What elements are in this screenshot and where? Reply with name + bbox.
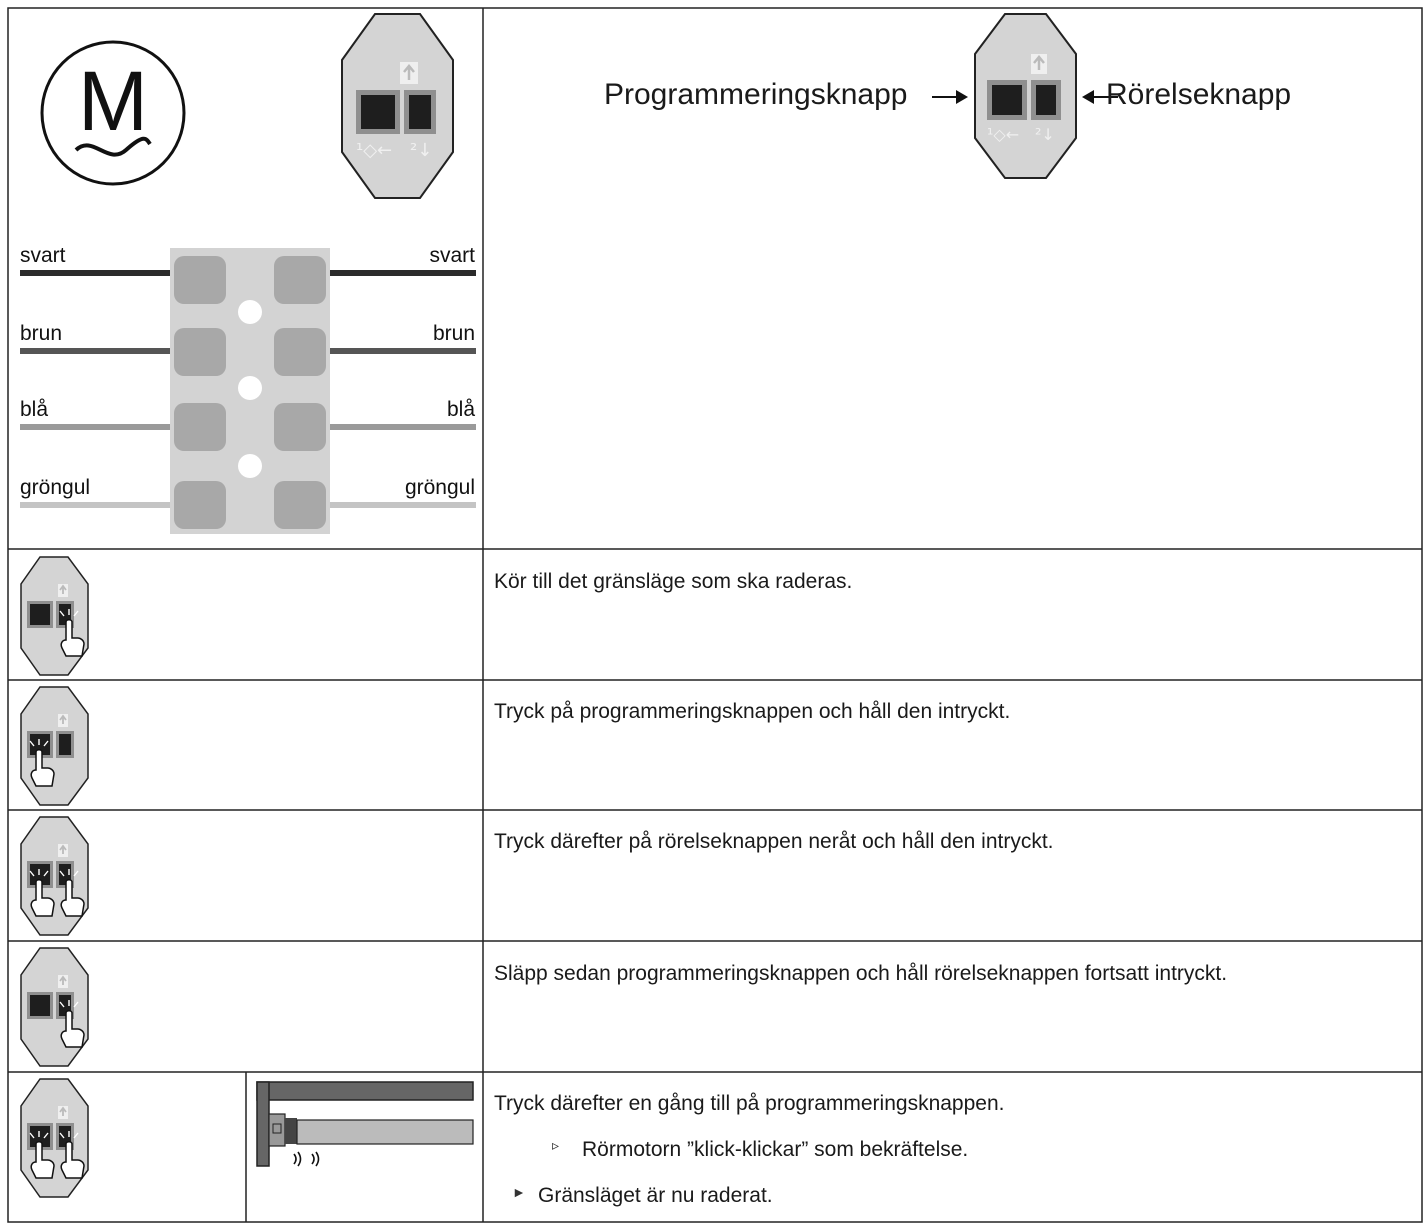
step-5-text: Tryck därefter en gång till på programmeringsknappen. [494, 1092, 1005, 1115]
wire-label-left-brown: brun [20, 322, 63, 345]
wire-black-right [330, 270, 476, 276]
step-5-result: Gränsläget är nu raderat. [538, 1184, 773, 1207]
feedback-marker-icon: ▹ [552, 1137, 560, 1153]
control-unit-prog-symbol: ¹◇← [356, 140, 393, 161]
step-1-text: Kör till det gränsläge som ska raderas. [494, 570, 853, 593]
wire-label-left-black: svart [20, 244, 66, 267]
programming-button-label: Programmeringsknapp [604, 78, 908, 111]
wire-black-left [20, 270, 170, 276]
result-marker-icon: ► [512, 1184, 526, 1200]
control-unit-icon [340, 12, 455, 202]
step-1-control-icon [20, 556, 90, 678]
wire-label-left-blue: blå [20, 398, 49, 421]
wire-label-right-greenyellow: gröngul [404, 476, 475, 499]
wire-label-right-brown: brun [432, 322, 475, 345]
wire-greenyellow-right [330, 502, 476, 508]
step-5-feedback: Rörmotorn ”klick-klickar” som bekräftelse. [582, 1138, 969, 1161]
control-unit-large-icon [973, 12, 1078, 180]
wire-blue-left [20, 424, 170, 430]
motor-icon [38, 38, 188, 188]
wire-greenyellow-left [20, 502, 170, 508]
wire-label-right-blue: blå [446, 398, 475, 421]
arrow-right-icon [930, 88, 970, 106]
wire-label-left-greenyellow: gröngul [20, 476, 91, 499]
movement-button-label: Rörelseknapp [1106, 78, 1292, 111]
wire-label-right-black: svart [429, 244, 475, 267]
step-4-control-icon [20, 947, 90, 1069]
step-2-control-icon [20, 686, 90, 808]
motor-symbol-label: M [78, 54, 148, 148]
control-unit-large-down-symbol: ²↓ [1035, 125, 1055, 144]
control-unit-large-prog-symbol: ¹◇← [987, 125, 1020, 144]
tube-motor-icon [254, 1080, 476, 1170]
control-unit-down-symbol: ²↓ [410, 140, 433, 161]
step-2-text: Tryck på programmeringsknappen och håll den intryckt. [494, 700, 1011, 723]
connector-block [170, 248, 330, 534]
step-5-control-icon [20, 1078, 90, 1200]
wire-brown-right [330, 348, 476, 354]
step-4-text: Släpp sedan programmeringsknappen och håll rörelseknappen fortsatt intryckt. [494, 962, 1228, 985]
step-3-control-icon [20, 816, 90, 938]
wire-blue-right [330, 424, 476, 430]
step-3-text: Tryck därefter på rörelseknappen neråt och håll den intryckt. [494, 830, 1054, 853]
wire-brown-left [20, 348, 170, 354]
